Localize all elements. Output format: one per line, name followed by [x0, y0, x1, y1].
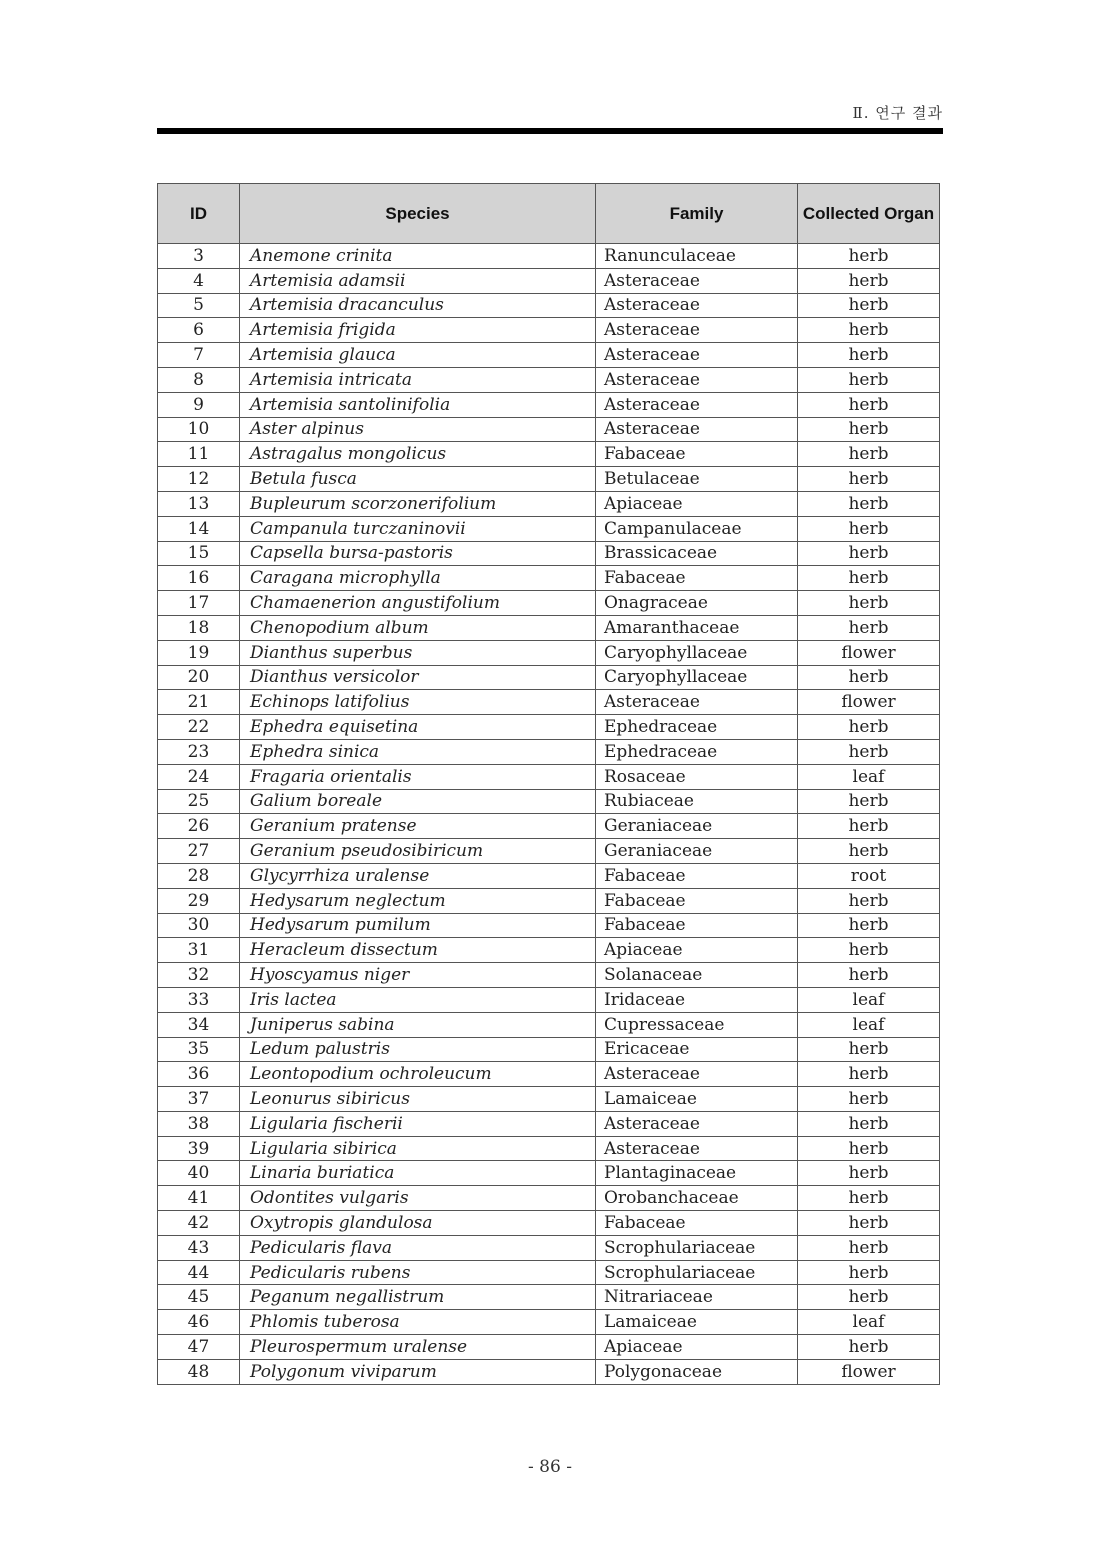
id-cell: 48 — [158, 1359, 240, 1384]
family-cell: Asteraceae — [596, 343, 798, 368]
species-cell: Pleurospermum uralense — [240, 1335, 596, 1360]
id-cell: 19 — [158, 640, 240, 665]
id-cell: 17 — [158, 591, 240, 616]
family-cell: Apiaceae — [596, 1335, 798, 1360]
species-table — [157, 183, 940, 1385]
family-cell: Plantaginaceae — [596, 1161, 798, 1186]
organ-cell: flower — [798, 640, 940, 665]
table-row — [158, 814, 940, 839]
species-cell: Geranium pseudosibiricum — [240, 839, 596, 864]
organ-cell: herb — [798, 938, 940, 963]
table-row — [158, 839, 940, 864]
organ-cell: leaf — [798, 987, 940, 1012]
organ-cell: flower — [798, 1359, 940, 1384]
species-cell: Echinops latifolius — [240, 690, 596, 715]
table-row — [158, 293, 940, 318]
species-cell: Juniperus sabina — [240, 1012, 596, 1037]
table-row — [158, 1235, 940, 1260]
organ-cell: herb — [798, 814, 940, 839]
species-cell: Ligularia sibirica — [240, 1136, 596, 1161]
family-cell: Ranunculaceae — [596, 244, 798, 269]
id-cell: 35 — [158, 1037, 240, 1062]
id-cell: 3 — [158, 244, 240, 269]
species-cell: Pedicularis flava — [240, 1235, 596, 1260]
id-cell: 26 — [158, 814, 240, 839]
species-cell: Hedysarum neglectum — [240, 888, 596, 913]
table-row — [158, 1359, 940, 1384]
table-row — [158, 566, 940, 591]
table-row — [158, 1087, 940, 1112]
table-row — [158, 1186, 940, 1211]
species-cell: Odontites vulgaris — [240, 1186, 596, 1211]
family-cell: Scrophulariaceae — [596, 1260, 798, 1285]
table-row — [158, 739, 940, 764]
family-cell: Asteraceae — [596, 367, 798, 392]
species-cell: Chamaenerion angustifolium — [240, 591, 596, 616]
id-cell: 21 — [158, 690, 240, 715]
id-cell: 20 — [158, 665, 240, 690]
family-cell: Ephedraceae — [596, 715, 798, 740]
organ-cell: herb — [798, 839, 940, 864]
table-row — [158, 1285, 940, 1310]
family-cell: Scrophulariaceae — [596, 1235, 798, 1260]
table-row — [158, 1260, 940, 1285]
family-cell: Solanaceae — [596, 963, 798, 988]
species-cell: Betula fusca — [240, 467, 596, 492]
organ-cell: herb — [798, 665, 940, 690]
species-cell: Linaria buriatica — [240, 1161, 596, 1186]
id-cell: 24 — [158, 764, 240, 789]
id-cell: 6 — [158, 318, 240, 343]
species-cell: Artemisia frigida — [240, 318, 596, 343]
table-row — [158, 516, 940, 541]
species-cell: Artemisia santolinifolia — [240, 392, 596, 417]
species-cell: Pedicularis rubens — [240, 1260, 596, 1285]
species-cell: Oxytropis glandulosa — [240, 1211, 596, 1236]
family-cell: Asteraceae — [596, 1062, 798, 1087]
family-cell: Fabaceae — [596, 888, 798, 913]
table-row — [158, 1111, 940, 1136]
organ-cell: herb — [798, 615, 940, 640]
id-cell: 40 — [158, 1161, 240, 1186]
column-header-id: ID — [158, 184, 240, 244]
family-cell: Asteraceae — [596, 417, 798, 442]
family-cell: Betulaceae — [596, 467, 798, 492]
organ-cell: herb — [798, 392, 940, 417]
table-row — [158, 1310, 940, 1335]
id-cell: 7 — [158, 343, 240, 368]
organ-cell: herb — [798, 268, 940, 293]
organ-cell: herb — [798, 1111, 940, 1136]
table-row — [158, 690, 940, 715]
species-cell: Hedysarum pumilum — [240, 913, 596, 938]
organ-cell: herb — [798, 1235, 940, 1260]
family-cell: Onagraceae — [596, 591, 798, 616]
family-cell: Fabaceae — [596, 863, 798, 888]
organ-cell: herb — [798, 1211, 940, 1236]
id-cell: 43 — [158, 1235, 240, 1260]
species-cell: Astragalus mongolicus — [240, 442, 596, 467]
species-cell: Dianthus versicolor — [240, 665, 596, 690]
id-cell: 41 — [158, 1186, 240, 1211]
table-row — [158, 1211, 940, 1236]
table-header-row — [158, 184, 940, 244]
table-row — [158, 1335, 940, 1360]
organ-cell: herb — [798, 244, 940, 269]
organ-cell: herb — [798, 1335, 940, 1360]
id-cell: 11 — [158, 442, 240, 467]
organ-cell: flower — [798, 690, 940, 715]
family-cell: Geraniaceae — [596, 839, 798, 864]
species-cell: Peganum negallistrum — [240, 1285, 596, 1310]
id-cell: 16 — [158, 566, 240, 591]
family-cell: Ericaceae — [596, 1037, 798, 1062]
species-cell: Fragaria orientalis — [240, 764, 596, 789]
family-cell: Lamaiceae — [596, 1087, 798, 1112]
species-cell: Bupleurum scorzonerifolium — [240, 491, 596, 516]
column-header-family: Family — [596, 184, 798, 244]
table-row — [158, 591, 940, 616]
column-header-species: Species — [240, 184, 596, 244]
family-cell: Ephedraceae — [596, 739, 798, 764]
id-cell: 18 — [158, 615, 240, 640]
family-cell: Fabaceae — [596, 442, 798, 467]
species-cell: Anemone crinita — [240, 244, 596, 269]
id-cell: 44 — [158, 1260, 240, 1285]
id-cell: 4 — [158, 268, 240, 293]
table-row — [158, 1161, 940, 1186]
family-cell: Asteraceae — [596, 1136, 798, 1161]
id-cell: 27 — [158, 839, 240, 864]
organ-cell: herb — [798, 293, 940, 318]
species-cell: Artemisia adamsii — [240, 268, 596, 293]
species-cell: Polygonum viviparum — [240, 1359, 596, 1384]
organ-cell: herb — [798, 715, 940, 740]
table-row — [158, 987, 940, 1012]
table-row — [158, 789, 940, 814]
organ-cell: herb — [798, 1136, 940, 1161]
species-cell: Artemisia glauca — [240, 343, 596, 368]
species-cell: Campanula turczaninovii — [240, 516, 596, 541]
table-row — [158, 665, 940, 690]
species-cell: Leonurus sibiricus — [240, 1087, 596, 1112]
family-cell: Asteraceae — [596, 690, 798, 715]
table-row — [158, 863, 940, 888]
table-row — [158, 640, 940, 665]
organ-cell: herb — [798, 566, 940, 591]
table-row — [158, 938, 940, 963]
organ-cell: herb — [798, 1087, 940, 1112]
family-cell: Geraniaceae — [596, 814, 798, 839]
page-number: - 86 - — [528, 1457, 572, 1477]
table-row — [158, 1136, 940, 1161]
id-cell: 33 — [158, 987, 240, 1012]
organ-cell: herb — [798, 1037, 940, 1062]
id-cell: 8 — [158, 367, 240, 392]
id-cell: 32 — [158, 963, 240, 988]
organ-cell: herb — [798, 367, 940, 392]
id-cell: 38 — [158, 1111, 240, 1136]
family-cell: Asteraceae — [596, 318, 798, 343]
organ-cell: herb — [798, 739, 940, 764]
table-row — [158, 442, 940, 467]
table-row — [158, 615, 940, 640]
species-cell: Ephedra sinica — [240, 739, 596, 764]
organ-cell: herb — [798, 491, 940, 516]
organ-cell: herb — [798, 913, 940, 938]
family-cell: Apiaceae — [596, 938, 798, 963]
family-cell: Fabaceae — [596, 1211, 798, 1236]
organ-cell: herb — [798, 343, 940, 368]
species-cell: Capsella bursa-pastoris — [240, 541, 596, 566]
family-cell: Orobanchaceae — [596, 1186, 798, 1211]
table-row — [158, 963, 940, 988]
species-cell: Leontopodium ochroleucum — [240, 1062, 596, 1087]
family-cell: Fabaceae — [596, 913, 798, 938]
id-cell: 9 — [158, 392, 240, 417]
id-cell: 10 — [158, 417, 240, 442]
table-row — [158, 541, 940, 566]
organ-cell: herb — [798, 467, 940, 492]
table-row — [158, 417, 940, 442]
family-cell: Rubiaceae — [596, 789, 798, 814]
species-cell: Caragana microphylla — [240, 566, 596, 591]
table-row — [158, 715, 940, 740]
organ-cell: herb — [798, 541, 940, 566]
id-cell: 37 — [158, 1087, 240, 1112]
organ-cell: leaf — [798, 764, 940, 789]
organ-cell: herb — [798, 963, 940, 988]
organ-cell: herb — [798, 789, 940, 814]
organ-cell: herb — [798, 1062, 940, 1087]
family-cell: Asteraceae — [596, 392, 798, 417]
id-cell: 29 — [158, 888, 240, 913]
table-row — [158, 367, 940, 392]
id-cell: 39 — [158, 1136, 240, 1161]
table-row — [158, 318, 940, 343]
id-cell: 28 — [158, 863, 240, 888]
table-row — [158, 392, 940, 417]
family-cell: Caryophyllaceae — [596, 640, 798, 665]
family-cell: Asteraceae — [596, 268, 798, 293]
family-cell: Campanulaceae — [596, 516, 798, 541]
species-cell: Chenopodium album — [240, 615, 596, 640]
family-cell: Iridaceae — [596, 987, 798, 1012]
family-cell: Amaranthaceae — [596, 615, 798, 640]
id-cell: 34 — [158, 1012, 240, 1037]
id-cell: 23 — [158, 739, 240, 764]
id-cell: 30 — [158, 913, 240, 938]
organ-cell: herb — [798, 417, 940, 442]
organ-cell: herb — [798, 591, 940, 616]
species-cell: Ligularia fischerii — [240, 1111, 596, 1136]
table-row — [158, 764, 940, 789]
id-cell: 31 — [158, 938, 240, 963]
table-row — [158, 343, 940, 368]
species-cell: Heracleum dissectum — [240, 938, 596, 963]
table-row — [158, 1062, 940, 1087]
id-cell: 12 — [158, 467, 240, 492]
species-cell: Aster alpinus — [240, 417, 596, 442]
id-cell: 36 — [158, 1062, 240, 1087]
organ-cell: herb — [798, 888, 940, 913]
organ-cell: herb — [798, 1161, 940, 1186]
species-cell: Hyoscyamus niger — [240, 963, 596, 988]
id-cell: 22 — [158, 715, 240, 740]
species-cell: Ephedra equisetina — [240, 715, 596, 740]
organ-cell: herb — [798, 516, 940, 541]
id-cell: 42 — [158, 1211, 240, 1236]
id-cell: 45 — [158, 1285, 240, 1310]
family-cell: Asteraceae — [596, 1111, 798, 1136]
id-cell: 25 — [158, 789, 240, 814]
organ-cell: herb — [798, 1260, 940, 1285]
id-cell: 14 — [158, 516, 240, 541]
id-cell: 47 — [158, 1335, 240, 1360]
family-cell: Cupressaceae — [596, 1012, 798, 1037]
species-cell: Glycyrrhiza uralense — [240, 863, 596, 888]
species-cell: Dianthus superbus — [240, 640, 596, 665]
family-cell: Fabaceae — [596, 566, 798, 591]
species-cell: Phlomis tuberosa — [240, 1310, 596, 1335]
family-cell: Polygonaceae — [596, 1359, 798, 1384]
id-cell: 13 — [158, 491, 240, 516]
table-row — [158, 888, 940, 913]
family-cell: Caryophyllaceae — [596, 665, 798, 690]
running-header: Ⅱ. 연구 결과 — [852, 104, 943, 122]
organ-cell: herb — [798, 318, 940, 343]
table-row — [158, 491, 940, 516]
family-cell: Rosaceae — [596, 764, 798, 789]
organ-cell: root — [798, 863, 940, 888]
species-cell: Iris lactea — [240, 987, 596, 1012]
species-cell: Ledum palustris — [240, 1037, 596, 1062]
id-cell: 46 — [158, 1310, 240, 1335]
organ-cell: herb — [798, 1285, 940, 1310]
species-cell: Artemisia intricata — [240, 367, 596, 392]
family-cell: Nitrariaceae — [596, 1285, 798, 1310]
organ-cell: leaf — [798, 1012, 940, 1037]
family-cell: Lamaiceae — [596, 1310, 798, 1335]
header-rule — [157, 128, 943, 134]
family-cell: Apiaceae — [596, 491, 798, 516]
table-row — [158, 268, 940, 293]
table-row — [158, 1012, 940, 1037]
family-cell: Asteraceae — [596, 293, 798, 318]
organ-cell: herb — [798, 442, 940, 467]
table-row — [158, 244, 940, 269]
organ-cell: herb — [798, 1186, 940, 1211]
species-cell: Galium boreale — [240, 789, 596, 814]
species-cell: Artemisia dracanculus — [240, 293, 596, 318]
organ-cell: leaf — [798, 1310, 940, 1335]
family-cell: Brassicaceae — [596, 541, 798, 566]
id-cell: 5 — [158, 293, 240, 318]
species-cell: Geranium pratense — [240, 814, 596, 839]
table-row — [158, 467, 940, 492]
column-header-collected-organ: Collected Organ — [798, 184, 940, 244]
id-cell: 15 — [158, 541, 240, 566]
table-row — [158, 1037, 940, 1062]
table-body — [158, 244, 940, 1385]
table-row — [158, 913, 940, 938]
